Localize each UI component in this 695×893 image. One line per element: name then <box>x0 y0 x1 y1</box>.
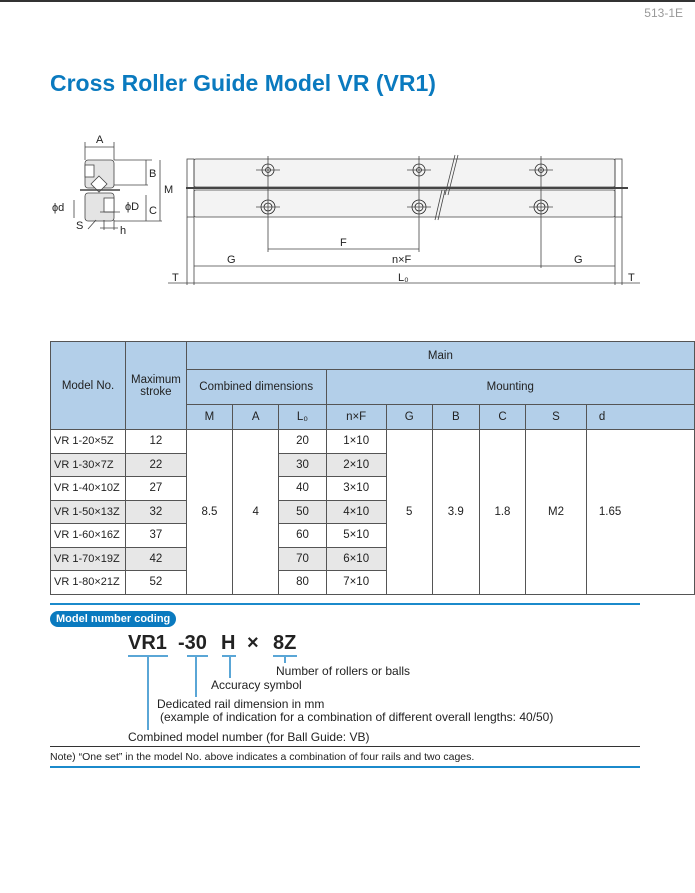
dim-label-T-right: T <box>628 272 635 284</box>
table-row: VR 1-80×21Z 52 80 7×10 <box>51 571 695 595</box>
header-combined-dimensions: Combined dimensions <box>186 370 326 405</box>
table-row: VR 1-30×7Z 22 30 2×10 <box>51 453 695 477</box>
dim-label-C: C <box>149 205 157 217</box>
header-col-C: C <box>479 405 525 430</box>
label-rollers: Number of rollers or balls <box>276 664 411 678</box>
table-row: VR 1-70×19Z 42 70 6×10 <box>51 547 695 571</box>
dim-label-G-left: G <box>227 254 236 266</box>
dim-label-T-left: T <box>172 272 179 284</box>
dim-label-B: B <box>149 168 157 180</box>
leader-rail-dim <box>195 655 197 697</box>
leader-accuracy <box>229 655 231 678</box>
label-combined: Combined model number (for Ball Guide: VB) <box>128 730 370 744</box>
bottom-divider <box>50 766 640 768</box>
table-row: VR 1-20×5Z 12 8.5 4 20 1×10 5 3.9 1.8 M2 1.65 <box>51 430 695 454</box>
dim-label-nF: n×F <box>392 254 412 266</box>
table-row: VR 1-60×16Z 37 60 5×10 <box>51 524 695 548</box>
top-border <box>0 0 695 2</box>
header-col-S: S <box>526 405 587 430</box>
cell-C: 1.8 <box>479 430 525 595</box>
cell-B: 3.9 <box>432 430 479 595</box>
cell-M: 8.5 <box>186 430 232 595</box>
leader-rollers <box>284 655 286 663</box>
header-col-nF: n×F <box>326 405 386 430</box>
code-part-rollers: 8Z <box>273 632 297 654</box>
header-col-d: d <box>586 405 694 430</box>
header-col-L0: L₀ <box>279 405 326 430</box>
header-col-B: B <box>432 405 479 430</box>
dim-label-phi-D: ϕD <box>125 201 140 213</box>
leader-combined <box>147 655 149 730</box>
header-col-A: A <box>233 405 279 430</box>
underline-rail-dim <box>187 655 208 657</box>
dim-label-F: F <box>340 237 347 249</box>
dim-label-h: h <box>120 225 127 237</box>
table-row: VR 1-40×10Z 27 40 3×10 <box>51 477 695 501</box>
note-divider <box>50 746 640 747</box>
header-model-no: Model No. <box>51 342 126 430</box>
cell-G: 5 <box>386 430 432 595</box>
dim-label-A: A <box>96 134 104 146</box>
spec-table <box>50 341 695 595</box>
dim-label-S: S <box>76 220 84 232</box>
code-part-accuracy: H <box>221 632 236 654</box>
label-rail-dim: Dedicated rail dimension in mm <box>157 697 325 711</box>
footnote: Note) “One set” in the model No. above indicates a combination of four rails and two cages. <box>50 751 475 763</box>
dim-label-G-right: G <box>574 254 583 266</box>
page-title: Cross Roller Guide Model VR (VR1) <box>50 70 436 96</box>
technical-drawing <box>0 120 695 290</box>
model-coding-badge: Model number coding <box>50 611 176 627</box>
cell-S: M2 <box>526 430 587 595</box>
code-part-series: VR1 <box>128 632 167 654</box>
header-col-M: M <box>186 405 232 430</box>
table-row: VR 1-50×13Z 32 50 4×10 <box>51 500 695 524</box>
cell-d: 1.65 <box>586 430 694 595</box>
header-main: Main <box>186 342 694 370</box>
page-number: 513-1E <box>644 6 683 20</box>
code-part-times: × <box>247 632 259 654</box>
dim-label-M: M <box>164 184 174 196</box>
header-col-G: G <box>386 405 432 430</box>
section-divider <box>50 603 640 605</box>
code-part-rail-dim: -30 <box>178 632 207 654</box>
header-max-stroke: Maximum stroke <box>126 342 187 430</box>
label-accuracy: Accuracy symbol <box>211 678 302 692</box>
label-rail-dim-example: (example of indication for a combination of different overall lengths: 40/50) <box>160 710 554 724</box>
cell-A: 4 <box>233 430 279 595</box>
dim-label-phi-d: ϕd <box>52 202 65 214</box>
dim-label-L0: L₀ <box>398 272 409 284</box>
header-mounting: Mounting <box>326 370 694 405</box>
